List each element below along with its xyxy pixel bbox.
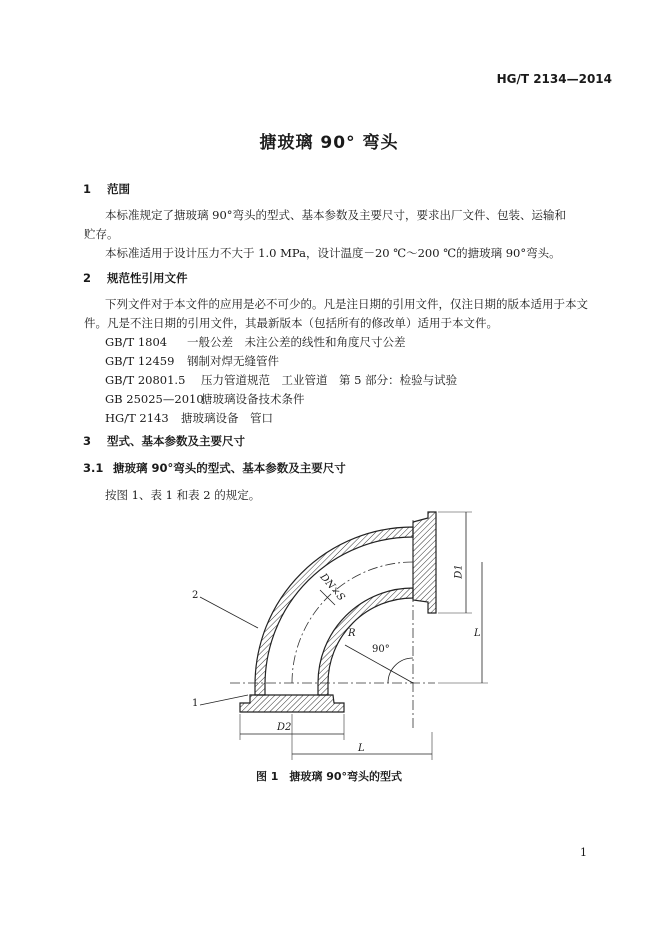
reference-title: 搪玻璃设备技术条件 (201, 392, 305, 406)
section-1-para-1-line-2: 贮存。 (84, 227, 119, 241)
section-title: 范围 (107, 182, 130, 196)
reference-item (105, 370, 457, 390)
reference-code: GB 25025—2010 (105, 392, 204, 406)
section-number: 1 (83, 182, 92, 196)
section-1-para-2: 本标准适用于设计压力不大于 1.0 MPa，设计温度－20 ℃～200 ℃的搪玻璃 90°弯头。 (105, 246, 561, 260)
section-title: 搪玻璃 90°弯头的型式、基本参数及主要尺寸 (113, 461, 346, 475)
reference-title: 钢制对焊无缝管件 (187, 354, 279, 368)
section-number: 2 (83, 271, 92, 285)
section-3-1-para: 按图 1、表 1 和表 2 的规定。 (105, 488, 261, 502)
reference-code: HG/T 2143 (105, 411, 169, 425)
figure-caption: 图 1 搪玻璃 90°弯头的型式 (255, 770, 403, 783)
radius-label: R (348, 628, 356, 639)
section-1-para-1-line-1: 本标准规定了搪玻璃 90°弯头的型式、基本参数及主要尺寸，要求出厂文件、包装、运输和 (105, 208, 567, 222)
reference-item (105, 408, 273, 428)
reference-code: GB/T 20801.5 (105, 373, 186, 387)
l-horizontal-label: L (358, 743, 365, 754)
part-2-label: 2 (192, 590, 199, 601)
section-3-heading (83, 433, 245, 449)
section-number: 3.1 (83, 461, 104, 475)
angle-label: 90° (372, 644, 390, 655)
section-title: 型式、基本参数及主要尺寸 (107, 434, 245, 448)
reference-title: 搪玻璃设备 管口 (181, 411, 273, 425)
page-title: 搪玻璃 90° 弯头 (259, 133, 399, 153)
reference-item (105, 351, 279, 371)
inner-wall (318, 588, 413, 695)
reference-item (105, 389, 305, 409)
section-number: 3 (83, 434, 92, 448)
part-2-leader (200, 597, 258, 628)
reference-title: 一般公差 未注公差的线性和角度尺寸公差 (187, 335, 406, 349)
top-flange (413, 512, 436, 613)
reference-code: GB/T 12459 (105, 354, 175, 368)
d2-label: D2 (277, 722, 292, 733)
part-1-label: 1 (192, 698, 199, 709)
angle-arc (388, 658, 413, 683)
section-2-para-line-1: 下列文件对于本文件的应用是必不可少的。凡是注日期的引用文件，仅注日期的版本适用于本文 (105, 297, 588, 311)
section-2-para-line-2: 件。凡是不注日期的引用文件，其最新版本（包括所有的修改单）适用于本文件。 (84, 316, 498, 330)
standard-code: HG/T 2134—2014 (496, 72, 612, 86)
reference-title: 压力管道规范 工业管道 第 5 部分：检验与试验 (201, 373, 458, 387)
section-2-heading (83, 270, 188, 286)
page-number: 1 (580, 846, 587, 859)
dn-label: DN×S (317, 571, 347, 604)
section-title: 规范性引用文件 (107, 271, 188, 285)
bottom-flange (240, 695, 344, 712)
section-1-heading (83, 181, 130, 197)
l-vertical-label: L (474, 628, 481, 639)
elbow-drawing (170, 500, 510, 775)
reference-code: GB/T 1804 (105, 335, 168, 349)
d1-label: D1 (453, 564, 465, 579)
reference-item (105, 332, 406, 352)
section-3-1-heading (83, 460, 346, 476)
